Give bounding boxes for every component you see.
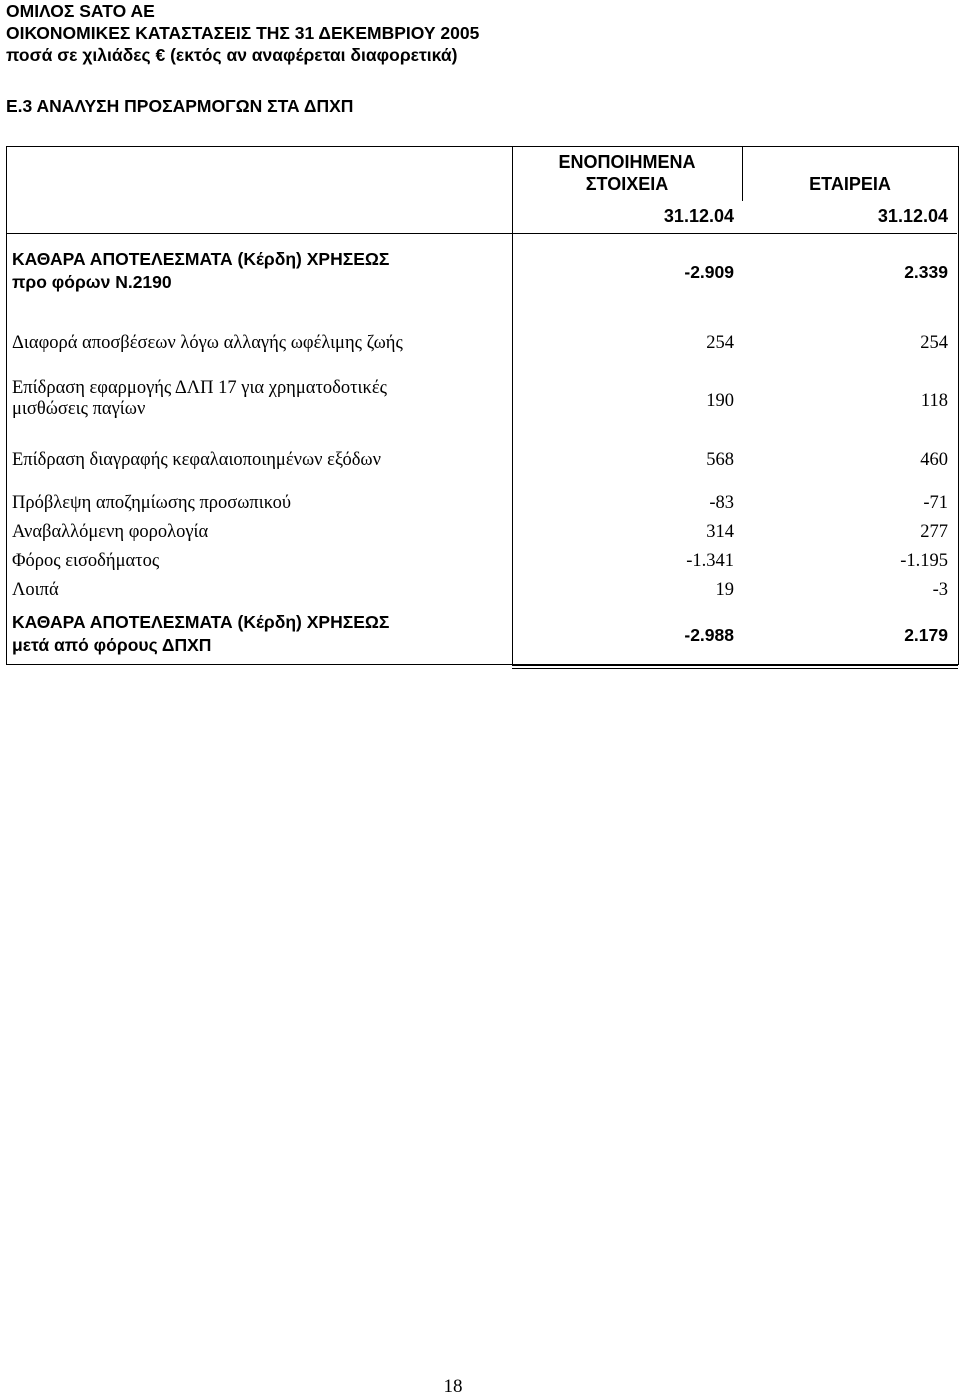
statements-title: ΟΙΚΟΝΟΜΙΚΕΣ ΚΑΤΑΣΤΑΣΕΙΣ ΤΗΣ 31 ΔΕΚΕΜΒΡΙΟΥ 2005 — [6, 23, 480, 43]
consolidated-header-line1: ΕΝΟΠΟΙΗΜΕΝΑ — [558, 152, 696, 172]
row-value-company: 460 — [920, 450, 948, 470]
opening-result-company: 2.339 — [904, 262, 948, 282]
row-value-consolidated: -83 — [709, 493, 734, 513]
opening-result-label-line2: προ φόρων Ν.2190 — [12, 272, 172, 292]
page-number: 18 — [443, 1376, 463, 1397]
row-value-company: -1.195 — [900, 551, 948, 571]
company-name: ΟΜΙΛΟΣ SATO AE — [6, 1, 155, 21]
company-date: 31.12.04 — [877, 206, 948, 226]
double-rule-lower — [512, 668, 958, 669]
row-label: Πρόβλεψη αποζημίωσης προσωπικού — [12, 493, 292, 513]
row-value-consolidated: 190 — [706, 391, 734, 411]
row-label-line1: Επίδραση εφαρμογής ΔΛΠ 17 για χρηματοδοτικές — [12, 378, 387, 398]
row-value-consolidated: 254 — [706, 333, 734, 353]
opening-result-consolidated: -2.909 — [684, 262, 734, 282]
row-label — [12, 378, 387, 420]
row-value-company: -3 — [932, 580, 948, 600]
row-value-company: 277 — [920, 522, 948, 542]
closing-result-company: 2.179 — [904, 625, 948, 645]
row-value-consolidated: 19 — [715, 580, 734, 600]
row-value-company: 254 — [920, 333, 948, 353]
closing-result-label-line2: μετά από φόρους ΔΠΧΠ — [12, 635, 212, 655]
row-value-consolidated: 568 — [706, 450, 734, 470]
row-label: Λοιπά — [12, 580, 59, 600]
double-rule-upper — [512, 664, 958, 666]
header-divider — [7, 233, 957, 234]
section-title: Ε.3 ΑΝΑΛΥΣΗ ΠΡΟΣΑΡΜΟΓΩΝ ΣΤΑ ΔΠΧΠ — [6, 96, 354, 116]
closing-result-label-line1: ΚΑΘΑΡΑ ΑΠΟΤΕΛΕΣΜΑΤΑ (Κέρδη) ΧΡΗΣΕΩΣ — [12, 612, 390, 632]
row-label: Επίδραση διαγραφής κεφαλαιοποιημένων εξόδων — [12, 450, 381, 470]
column-divider-label — [512, 147, 513, 664]
consolidated-date: 31.12.04 — [663, 206, 734, 226]
row-value-consolidated: 314 — [706, 522, 734, 542]
row-label-line2: μισθώσεις παγίων — [12, 399, 146, 419]
consolidated-header-line2: ΣΤΟΙΧΕΙΑ — [585, 174, 669, 194]
opening-result-label — [12, 248, 389, 294]
row-value-company: 118 — [920, 391, 948, 411]
row-label: Διαφορά αποσβέσεων λόγω αλλαγής ωφέλιμης ζωής — [12, 333, 403, 353]
closing-result-consolidated: -2.988 — [684, 625, 734, 645]
closing-result-label — [12, 611, 389, 657]
row-value-company: -71 — [923, 493, 948, 513]
company-header — [743, 173, 957, 195]
row-label: Αναβαλλόμενη φορολογία — [12, 522, 209, 542]
consolidated-header — [512, 151, 742, 195]
company-header-label: ΕΤΑΙΡΕΙΑ — [809, 174, 891, 194]
row-label: Φόρος εισοδήματος — [12, 551, 160, 571]
row-value-consolidated: -1.341 — [686, 551, 734, 571]
document-header — [6, 0, 479, 66]
amounts-note: ποσά σε χιλιάδες € (εκτός αν αναφέρεται διαφορετικά) — [6, 45, 458, 65]
opening-result-label-line1: ΚΑΘΑΡΑ ΑΠΟΤΕΛΕΣΜΑΤΑ (Κέρδη) ΧΡΗΣΕΩΣ — [12, 249, 390, 269]
